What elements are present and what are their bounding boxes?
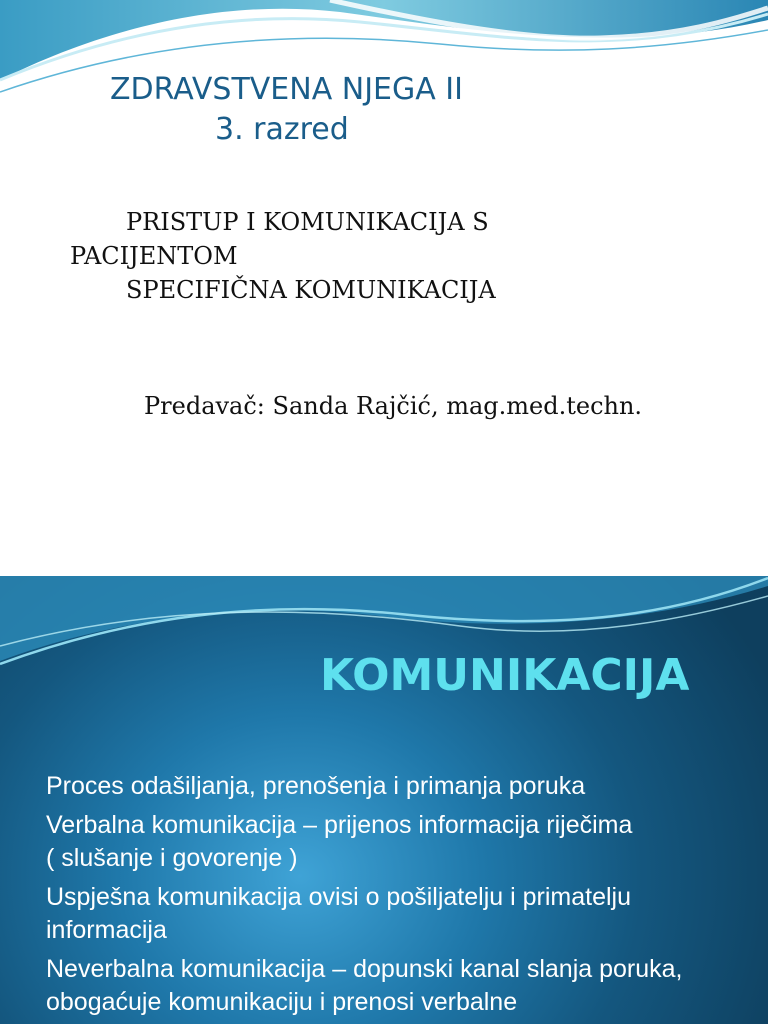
course-title-line2: 3. razred xyxy=(215,112,349,147)
slide-heading: KOMUNIKACIJA xyxy=(320,650,690,701)
subtitle-line1: PRISTUP I KOMUNIKACIJA S xyxy=(126,208,489,236)
lecture-subtitle xyxy=(70,205,670,307)
list-item: Proces odašiljanja, prenošenja i primanja poruka xyxy=(46,772,586,800)
list-item: Uspješna komunikacija ovisi o pošiljatelju i primatelju informacija xyxy=(46,883,631,944)
list-item: Verbalna komunikacija – prijenos informacija riječima xyxy=(46,811,633,839)
list-item: Neverbalna komunikacija – dopunski kanal slanja poruka, obogaćuje komunikaciju i prenosi verbalne xyxy=(46,955,683,1016)
presenter-name: Predavač: Sanda Rajčić, mag.med.techn. xyxy=(144,392,643,420)
list-item: ( slušanje i govorenje ) xyxy=(46,844,298,872)
subtitle-line3: SPECIFIČNA KOMUNIKACIJA xyxy=(126,276,496,304)
course-title xyxy=(110,70,463,150)
bullet-list xyxy=(46,770,746,1025)
subtitle-line2: PACIJENTOM xyxy=(70,242,238,270)
course-title-line1: ZDRAVSTVENA NJEGA II xyxy=(110,72,463,107)
